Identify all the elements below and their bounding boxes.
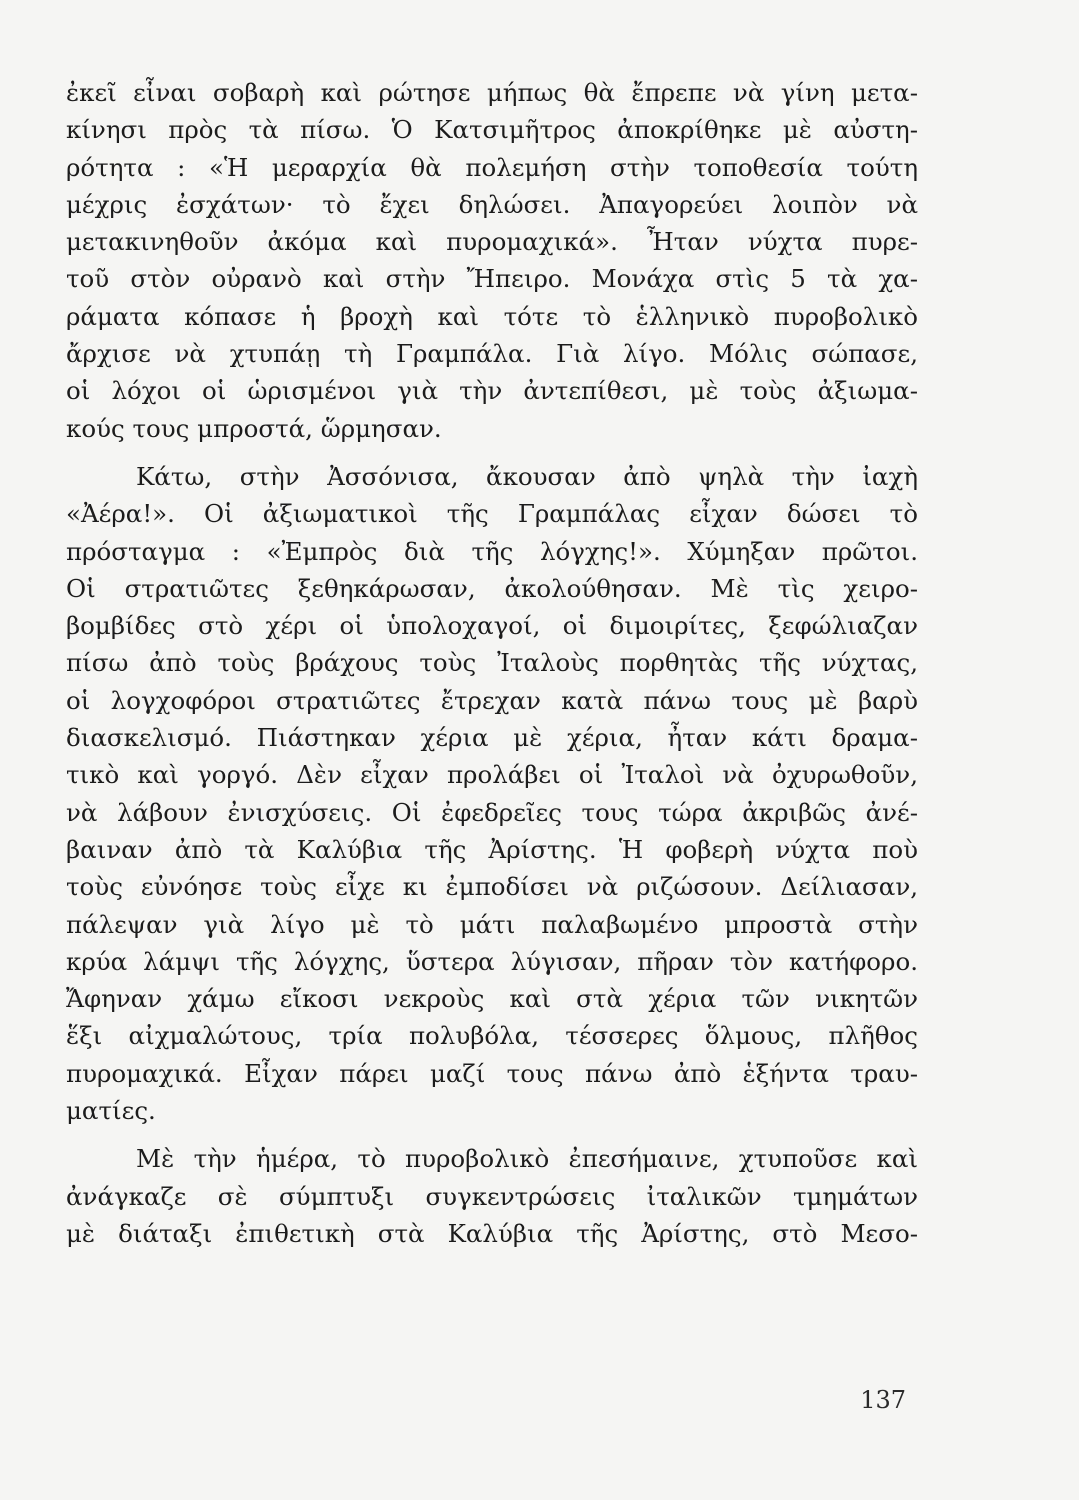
text-line: Μὲ τὴν ἡμέρα, τὸ πυροβολικὸ ἐπεσήμαινε, χτυποῦσε καὶ <box>136 1144 918 1174</box>
body-text <box>66 74 918 1252</box>
text-line: ἀνάγκαζε σὲ σύμπτυξι συγκεντρώσεις ἰταλικῶν τμημάτων <box>66 1181 918 1211</box>
text-line: πρόσταγμα : «Ἐμπρὸς διὰ τῆς λόγχης!». Χύμηξαν πρῶτοι. <box>66 536 918 566</box>
text-line: «Ἀέρα!». Οἱ ἀξιωματικοὶ τῆς Γραμπάλας εἶχαν δώσει τὸ <box>66 499 918 529</box>
text-line: τοὺς εὐνόησε τοὺς εἶχε κι ἐμποδίσει νὰ ριζώσουν. Δείλιασαν, <box>66 872 918 902</box>
text-line: ἕξι αἰχμαλώτους, τρία πολυβόλα, τέσσερες ὅλμους, πλῆθος <box>66 1021 918 1051</box>
paragraph-2 <box>66 458 918 1129</box>
text-line: βαιναν ἀπὸ τὰ Καλύβια τῆς Ἀρίστης. Ἡ φοβερὴ νύχτα ποὺ <box>66 834 918 864</box>
text-line: διασκελισμό. Πιάστηκαν χέρια μὲ χέρια, ἦταν κάτι δραμα- <box>66 723 918 753</box>
text-line: νὰ λάβουν ἐνισχύσεις. Οἱ ἐφεδρεῖες τους τώρα ἀκριβῶς ἀνέ- <box>66 797 918 827</box>
text-line: οἱ λογχοφόροι στρατιῶτες ἔτρεχαν κατὰ πάνω τους μὲ βαρὺ <box>66 685 918 715</box>
paragraph-3 <box>66 1140 918 1252</box>
paragraph-spacer <box>66 1129 918 1140</box>
text-line: μέχρις ἐσχάτων· τὸ ἔχει δηλώσει. Ἀπαγορεύει λοιπὸν νὰ <box>66 189 918 219</box>
text-line: ἐκεῖ εἶναι σοβαρὴ καὶ ρώτησε μήπως θὰ ἔπρεπε νὰ γίνη μετα- <box>66 78 918 107</box>
text-line: πίσω ἀπὸ τοὺς βράχους τοὺς Ἰταλοὺς πορθητὰς τῆς νύχτας, <box>66 648 918 678</box>
text-line: πυρομαχικά. Εἶχαν πάρει μαζί τους πάνω ἀπὸ ἑξήντα τραυ- <box>66 1058 918 1088</box>
paragraph-1 <box>66 74 918 447</box>
text-line: τικὸ καὶ γοργό. Δὲν εἶχαν προλάβει οἱ Ἰταλοὶ νὰ ὀχυρωθοῦν, <box>66 760 918 790</box>
text-line: ρότητα : «Ἡ μεραρχία θὰ πολεμήση στὴν τοποθεσία τούτη <box>66 152 918 182</box>
text-line: οἱ λόχοι οἱ ὡρισμένοι γιὰ τὴν ἀντεπίθεσι, μὲ τοὺς ἀξιωμα- <box>66 376 918 406</box>
text-line: Οἱ στρατιῶτες ξεθηκάρωσαν, ἀκολούθησαν. Μὲ τὶς χειρο- <box>66 573 918 603</box>
text-line: ράματα κόπασε ἡ βροχὴ καὶ τότε τὸ ἑλληνικὸ πυροβολικὸ <box>66 301 918 331</box>
text-line: Κάτω, στὴν Ἀσσόνισα, ἄκουσαν ἀπὸ ψηλὰ τὴν ἰαχὴ <box>136 461 918 491</box>
text-line: κίνησι πρὸς τὰ πίσω. Ὁ Κατσιμῆτρος ἀποκρίθηκε μὲ αὐστη- <box>66 115 918 145</box>
page-number: 137 <box>860 1386 906 1414</box>
paragraph-spacer <box>66 447 918 458</box>
text-line: μὲ διάταξι ἐπιθετικὴ στὰ Καλύβια τῆς Ἀρίστης, στὸ Μεσο- <box>66 1218 918 1248</box>
text-line: Ἄφηναν χάμω εἴκοσι νεκροὺς καὶ στὰ χέρια τῶν νικητῶν <box>66 984 918 1014</box>
text-line: κρύα λάμψι τῆς λόγχης, ὕστερα λύγισαν, πῆραν τὸν κατήφορο. <box>66 946 918 976</box>
text-line: κούς τους μπροστά, ὥρμησαν. <box>66 413 442 443</box>
text-line: ἄρχισε νὰ χτυπάῃ τὴ Γραμπάλα. Γιὰ λίγο. Μόλις σώπασε, <box>66 339 918 369</box>
text-line: βομβίδες στὸ χέρι οἱ ὑπολοχαγοί, οἱ διμοιρίτες, ξεφώλιαζαν <box>66 611 918 641</box>
text-line: τοῦ στὸν οὐρανὸ καὶ στὴν Ἤπειρο. Μονάχα στὶς 5 τὰ χα- <box>66 264 918 294</box>
text-line: μετακινηθοῦν ἀκόμα καὶ πυρομαχικά». Ἦταν νύχτα πυρε- <box>66 227 918 257</box>
text-line: πάλεψαν γιὰ λίγο μὲ τὸ μάτι παλαβωμένο μπροστὰ στὴν <box>66 909 918 939</box>
text-line: ματίες. <box>66 1096 156 1126</box>
